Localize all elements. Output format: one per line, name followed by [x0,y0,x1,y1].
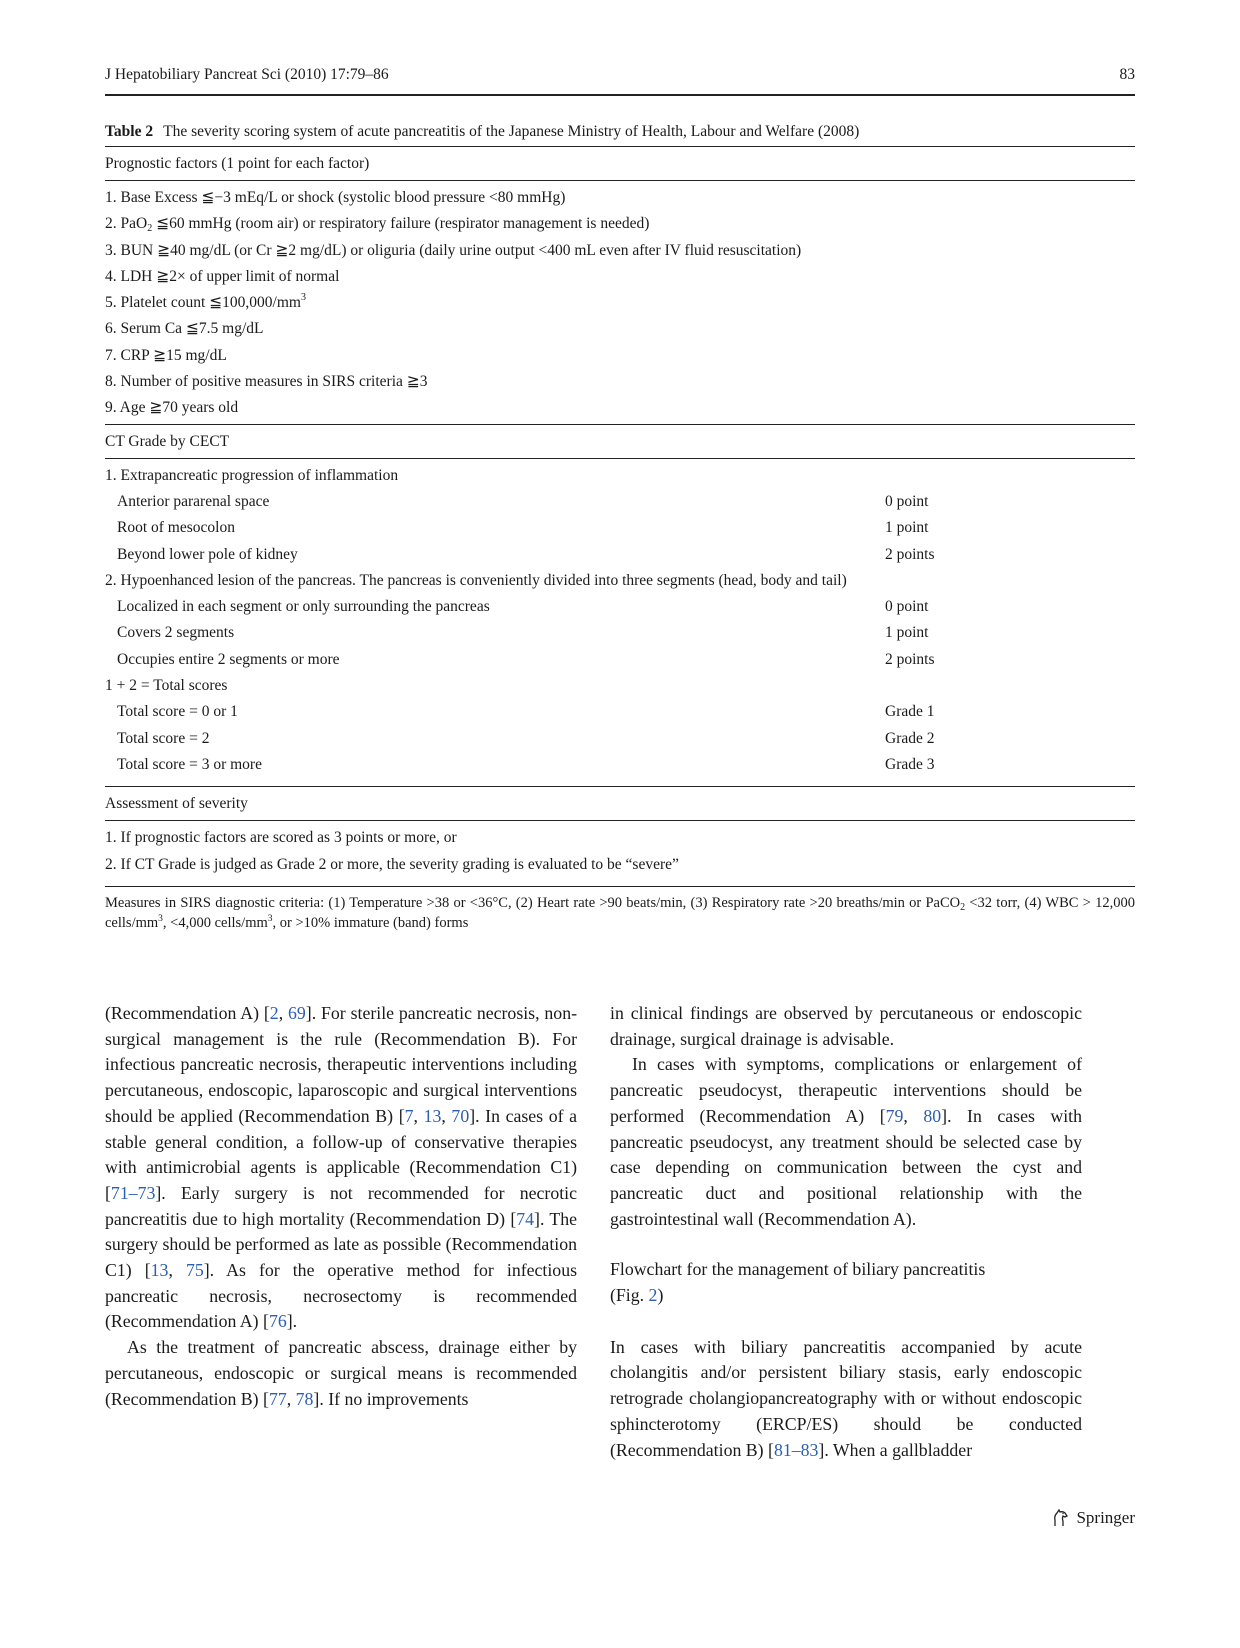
assessment-row: 1. If prognostic factors are scored as 3 points or more, or [105,829,457,847]
prognostic-heading: Prognostic factors (1 point for each factor) [105,146,1135,181]
page-number: 83 [1119,66,1135,83]
body-paragraph: In cases with biliary pancreatitis accompanied by acute cholangitis and/or persistent biliary stasis, early endoscopic retrograde cholangiopancreatography with or without endoscopic sphincterotomy (ERCP/ES) should be conducted (Recommendation B) [81–83]. When a gallbladder [610,1336,1082,1460]
citation-link[interactable]: 70 [451,1105,470,1126]
ct-grade-row [105,620,1135,646]
ct-grade-heading: CT Grade by CECT [105,424,1135,459]
prognostic-factor-row: 5. Platelet count $≦100,000/mm^3$ [105,292,306,312]
section-heading-text: Flowchart for the management of biliary pancreatitis [610,1259,986,1280]
citation-link[interactable]: 13 [423,1105,442,1126]
ct-row-label: Total score = 3 or more [117,755,262,773]
ct-row-value: 2 points [885,650,935,668]
citation-link[interactable]: 7 [404,1105,414,1126]
ct-grade-row [105,752,1135,778]
ct-row-value: Grade 1 [885,703,935,721]
citation-link[interactable]: 76 [268,1311,287,1332]
fig-suffix: ) [657,1285,664,1306]
running-head [105,66,1135,96]
assessment-row: 2. If CT Grade is judged as Grade 2 or more, the severity grading is evaluated to be “severe” [105,855,679,873]
body-paragraph: As the treatment of pancreatic abscess, drainage either by percutaneous, endoscopic or surgical means is recommended (Recommendation B) [77, 78]. If no improvements [105,1337,577,1409]
citation-link[interactable]: 75 [185,1260,204,1281]
citation-link[interactable]: 2 [269,1003,279,1023]
ct-grade-list [105,459,1135,781]
ct-row-value: 1 point [885,519,929,537]
ct-row-value: 0 point [885,492,929,510]
assessment-heading: Assessment of severity [105,786,1135,821]
ct-row-label: 2. Hypoenhanced lesion of the pancreas. The pancreas is conveniently divided into three segments (head, body and tail) [105,571,847,589]
body-paragraph: in clinical findings are observed by percutaneous or endoscopic drainage, surgical drainage is advisable. [610,1003,1082,1049]
prognostic-factor-row: 6. Serum Ca ≦7.5 mg/dL [105,320,264,338]
journal-citation: J Hepatobiliary Pancreat Sci (2010) 17:79–86 [105,66,389,83]
fig-prefix: (Fig. [610,1285,649,1306]
prognostic-factor-row: 9. Age ≧70 years old [105,399,239,417]
citation-link[interactable]: 80 [923,1105,942,1126]
ct-row-value: 1 point [885,624,929,642]
publisher-name: Springer [1076,1508,1135,1527]
ct-grade-row [105,699,1135,725]
ct-grade-row [105,673,1135,699]
body-paragraph: In cases with symptoms, complications or enlargement of pancreatic pseudocyst, therapeutic interventions should be performed (Recommendation A) [79, 80]. In cases with pancreatic pseudocyst, any treatment should be selected case by case depending on communication between the cyst and pancreatic duct and positional relationship with the gastrointestinal wall (Recommendation A). [610,1054,1083,1229]
ct-row-value: 2 points [885,545,935,563]
citation-link[interactable]: 81–83 [773,1439,819,1460]
table-caption [105,118,1135,146]
prognostic-factor-row: 8. Number of positive measures in SIRS criteria ≧3 [105,373,428,391]
body-column-right [610,1001,1082,1463]
ct-grade-row [105,647,1135,673]
ct-row-label: Covers 2 segments [117,624,235,642]
figure-link[interactable]: 2 [648,1285,658,1306]
prognostic-factors-list [105,181,1135,424]
ct-row-label: Total score = 2 [117,729,210,747]
ct-row-label: Occupies entire 2 segments or more [117,650,340,668]
ct-row-label: Anterior pararenal space [117,492,270,510]
body-paragraph: (Recommendation A) [2, 69]. For sterile pancreatic necrosis, non-surgical management is the rule (Recommendation B). For infectious pancreatic necrosis, therapeutic interventions including percutaneous, endoscopic, laparoscopic and surgical interventions should be applied (Recommendation B) [7, 13, 70]. In cases of a stable general condition, a follow-up of conservative therapies with antimicrobial agents is applicable (Recommendation C1) [71–73]. Early surgery is not recommended for necrotic pancreatitis due to high mortality (Recommendation D) [74]. The surgery should be performed as late as possible (Recommendation C1) [13, 75]. As for the operative method for infectious pancreatic necrosis, necrosectomy is recommended (Recommendation A) [76]. [105,1003,578,1332]
publisher-footer [1051,1508,1135,1528]
section-heading [610,1257,1082,1308]
springer-horse-icon [1051,1508,1071,1528]
citation-link[interactable]: 79 [885,1105,904,1126]
ct-row-label: 1. Extrapancreatic progression of inflammation [105,466,399,484]
citation-link[interactable]: 78 [295,1388,314,1409]
table-footnote: Measures in SIRS diagnostic criteria: (1) Temperature >38 or <36°C, (2) Heart rate >90 beats/min, (3) Respiratory rate >20 breaths/min or PaCO$_2$ <32 torr, (4) WBC > 12,000 cells/$mm^3$, <4,000 cells/$mm^3$, or >10% immature (band) forms [105,886,1135,933]
ct-grade-row [105,489,1135,515]
ct-row-value: 0 point [885,598,929,616]
citation-link[interactable]: 74 [516,1208,535,1229]
severity-table [105,118,1135,933]
ct-row-label: Total score = 0 or 1 [117,703,238,721]
ct-grade-row [105,568,1135,594]
ct-row-label: Localized in each segment or only surrounding the pancreas [117,598,490,616]
ct-grade-row [105,542,1135,568]
body-column-left [105,1001,577,1412]
prognostic-factor-row: 2. PaO$_2$ ≦60 mmHg (room air) or respiratory failure (respirator management is needed) [105,215,650,235]
ct-row-label: Beyond lower pole of kidney [117,545,298,563]
ct-row-label: 1 + 2 = Total scores [105,677,228,695]
table-label: Table 2 [105,123,154,140]
ct-grade-row [105,515,1135,541]
prognostic-factor-row: 7. CRP ≧15 mg/dL [105,346,227,364]
citation-link[interactable]: 71–73 [110,1182,156,1203]
prognostic-factor-row: 4. LDH ≧2× of upper limit of normal [105,267,340,285]
ct-row-value: Grade 3 [885,755,935,773]
prognostic-factor-row: 3. BUN ≧40 mg/dL (or Cr ≧2 mg/dL) or oliguria (daily urine output <400 mL even after IV fluid resuscitation) [105,241,802,259]
ct-grade-row [105,594,1135,620]
citation-link[interactable]: 77 [268,1388,287,1409]
ct-grade-row [105,463,1135,489]
ct-row-label: Root of mesocolon [117,519,235,537]
table-caption-text: The severity scoring system of acute pancreatitis of the Japanese Ministry of Health, Labour and Welfare (2008) [163,123,860,140]
ct-row-value: Grade 2 [885,729,935,747]
ct-grade-row [105,726,1135,752]
assessment-list [105,821,1135,886]
citation-link[interactable]: 13 [150,1260,169,1281]
prognostic-factor-row: 1. Base Excess ≦−3 mEq/L or shock (systolic blood pressure <80 mmHg) [105,189,566,206]
citation-link[interactable]: 69 [288,1003,306,1023]
